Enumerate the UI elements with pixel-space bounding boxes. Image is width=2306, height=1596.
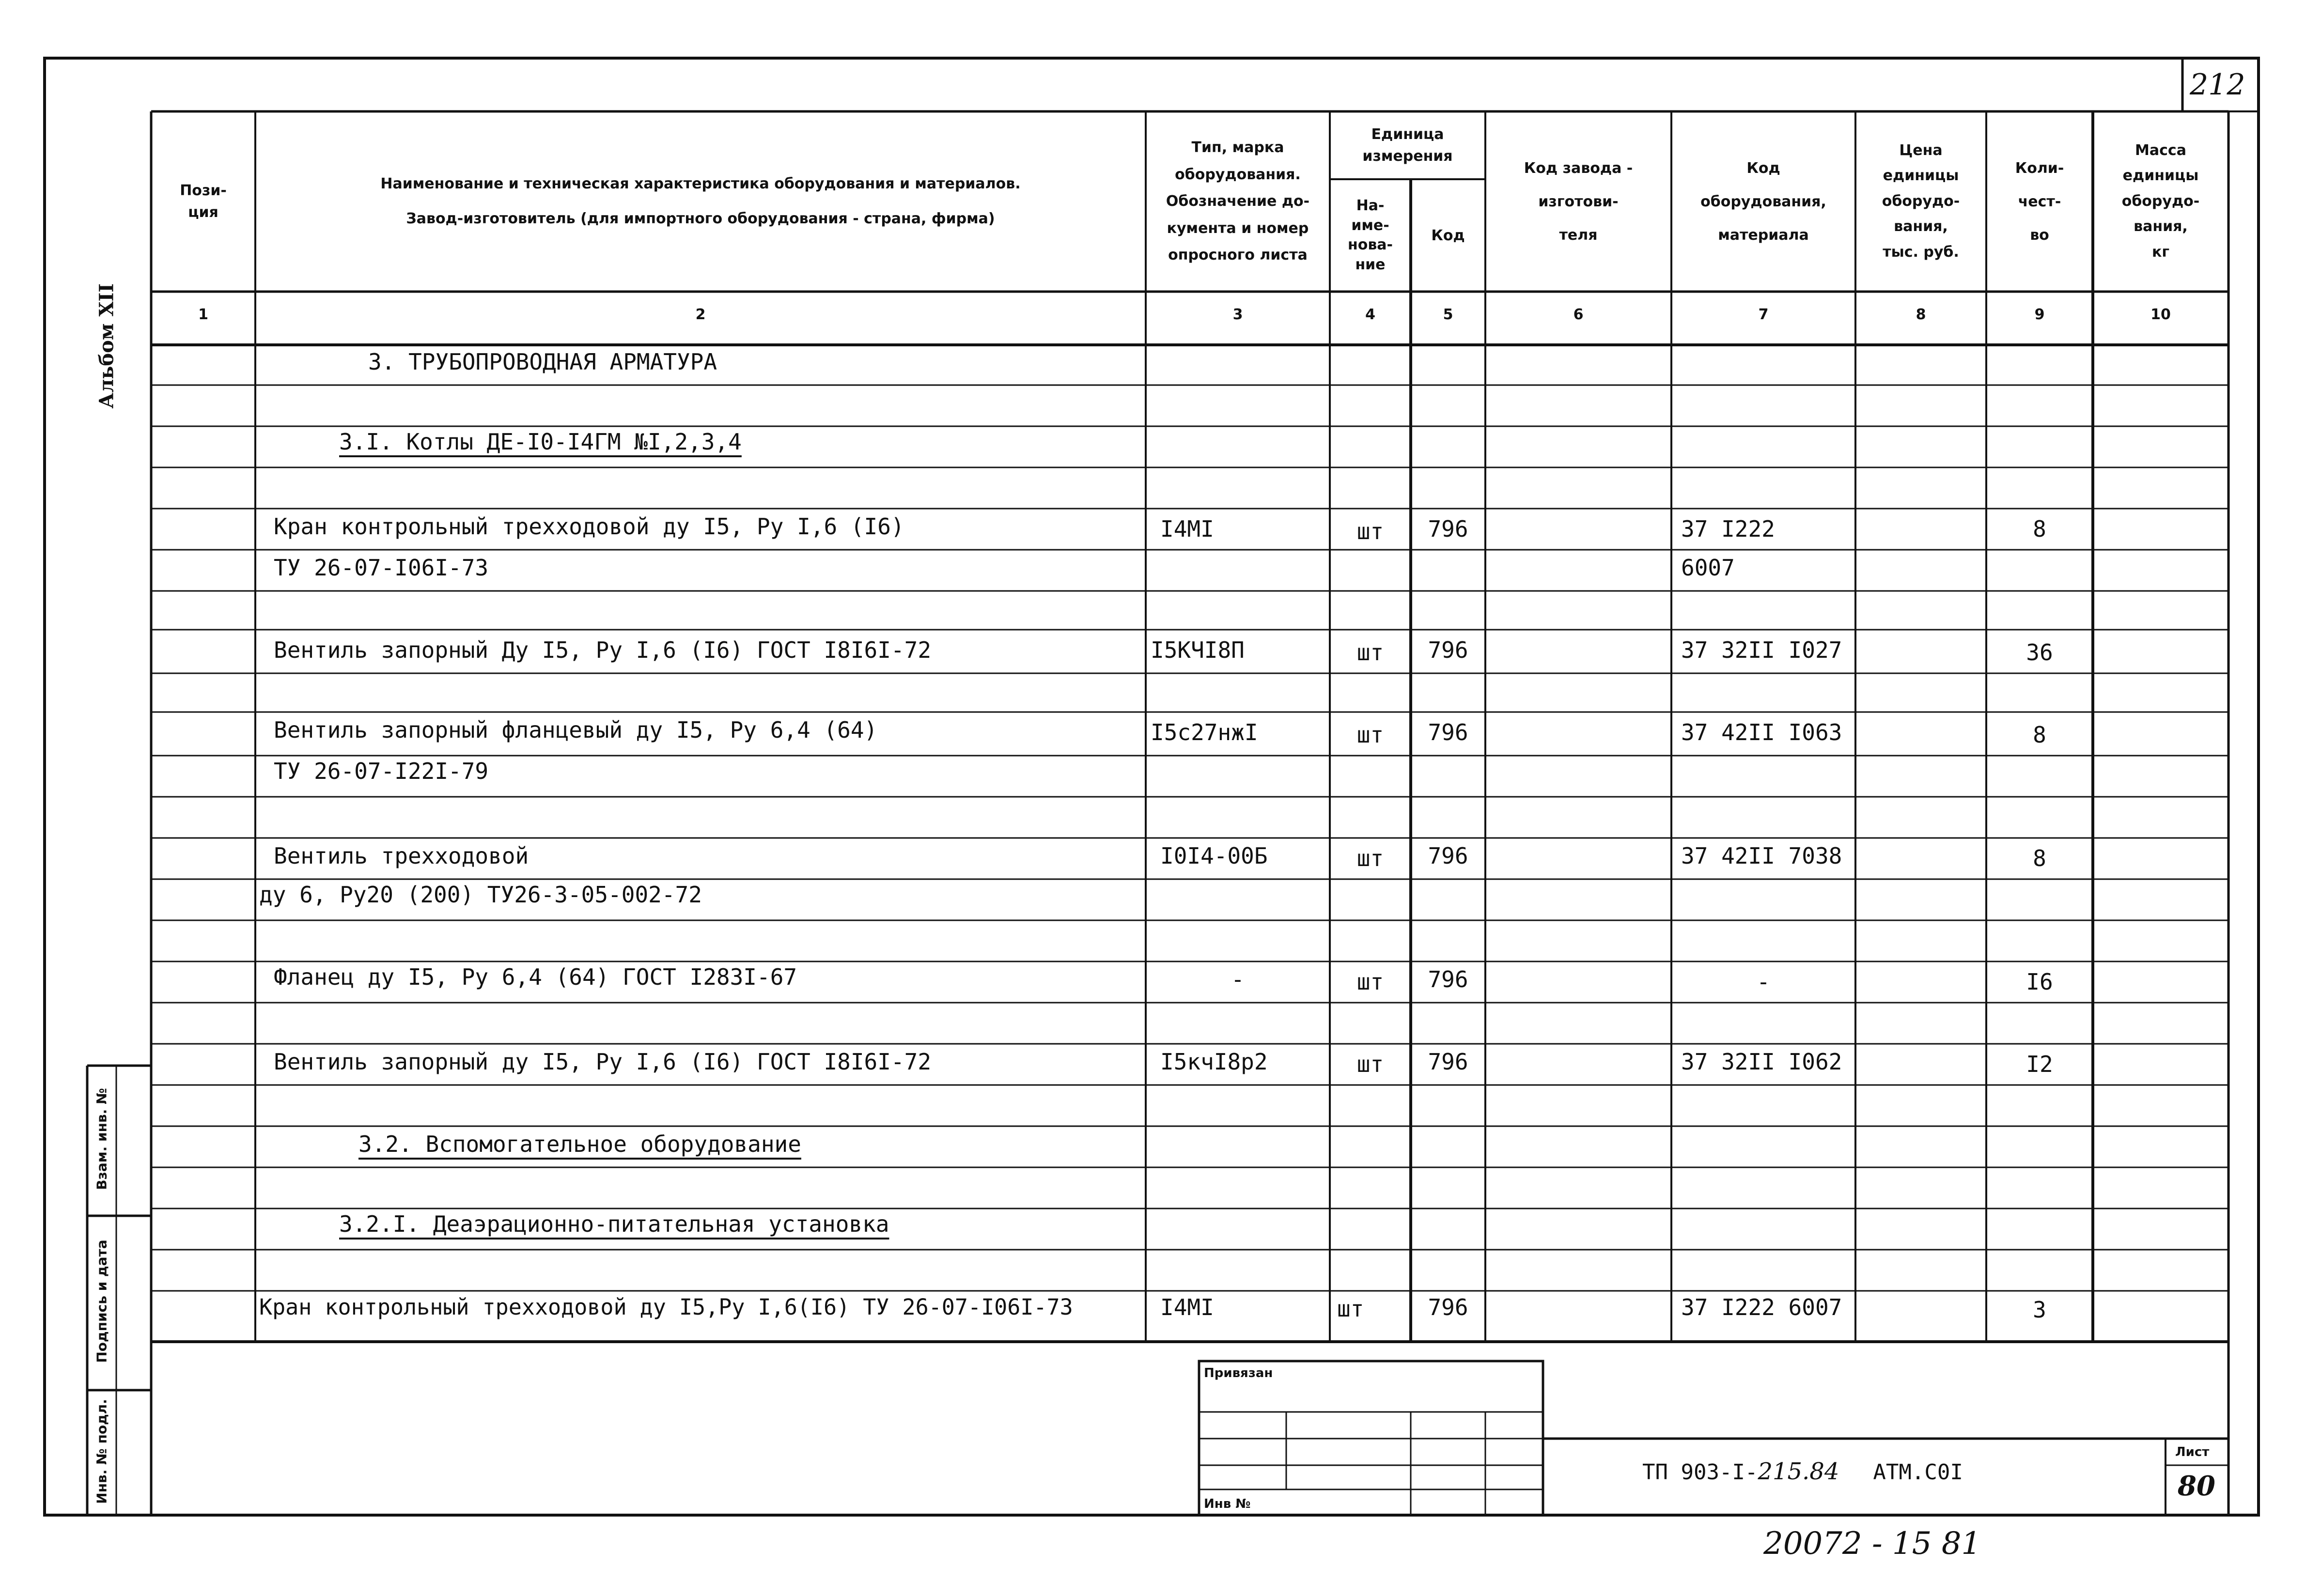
header-mass: Масса единицы оборудо- вания, кг: [2121, 141, 2200, 261]
table-row-type: I0I4-00Б: [1160, 843, 1268, 869]
table-row-name: Вентиль трехходовой: [274, 843, 529, 869]
side-label-vzam: Взам. инв. №: [93, 1088, 110, 1190]
header-equipment-code: Код оборудования, материала: [1700, 159, 1826, 244]
column-number: 10: [2150, 306, 2171, 323]
sheet-number: 80: [2178, 1470, 2215, 1502]
table-row-code: 796: [1428, 843, 1468, 869]
section-title: 3. ТРУБОПРОВОДНАЯ АРМАТУРА: [368, 349, 717, 375]
table-row-name: Кран контрольный трехходовой ду I5, Ру I,6 (I6): [274, 513, 904, 540]
document-code-suffix: АТМ.С0I: [1873, 1460, 1963, 1485]
header-price: Цена единицы оборудо- вания, тыс. руб.: [1882, 141, 1960, 261]
document-code-prefix: ТП 903-I-: [1642, 1460, 1758, 1485]
sheet-label: Лист: [2175, 1445, 2210, 1459]
stamp-inv: Инв №: [1204, 1497, 1251, 1511]
table-row-type: I5с27нжI: [1151, 719, 1258, 745]
column-number: 2: [695, 306, 706, 323]
table-row-equip-code: 6007: [1681, 555, 1735, 581]
table-row-name: Вентиль запорный ду I5, Ру I,6 (I6) ГОСТ I8I6I-72: [274, 1049, 932, 1075]
table-row-unit: шт: [1337, 1296, 1364, 1322]
table-row-unit: шт: [1356, 722, 1384, 748]
album-label: Альбом XII: [95, 283, 118, 409]
table-row-type: -: [1231, 966, 1245, 992]
document-code: [1642, 1458, 1963, 1485]
table-row-qty: 3: [2033, 1297, 2046, 1323]
page-number: 212: [2190, 68, 2245, 102]
table-row-unit: шт: [1356, 969, 1384, 995]
section-subtitle: 3.2.I. Деаэрационно-питательная установка: [339, 1211, 889, 1237]
table-row-code: 796: [1428, 516, 1468, 542]
table-row-code: 796: [1428, 637, 1468, 663]
stamp-linked: Привязан: [1204, 1366, 1273, 1380]
table-row-code: 796: [1428, 719, 1468, 745]
column-number: 3: [1232, 306, 1243, 323]
table-row-unit: шт: [1356, 639, 1384, 666]
table-row-type: I4MI: [1160, 1294, 1214, 1320]
table-row-name: Фланец ду I5, Ру 6,4 (64) ГОСТ I283I-67: [274, 964, 797, 990]
table-row-qty: 8: [2033, 722, 2046, 748]
table-row-type: I4MI: [1160, 516, 1214, 542]
header-quantity: Коли- чест- во: [2015, 159, 2064, 244]
table-row-equip-code: 37 I222 6007: [1681, 1294, 1842, 1320]
table-row-code: 796: [1428, 1294, 1468, 1320]
table-row-equip-code: 37 32II I027: [1681, 637, 1842, 663]
header-unit: Единица измерения: [1362, 126, 1453, 165]
table-row-qty: I6: [2026, 969, 2053, 995]
table-row-name: Кран контрольный трехходовой ду I5,Ру I,6(I6) ТУ 26-07-I06I-73: [259, 1294, 1073, 1320]
table-row-code: 796: [1428, 1049, 1468, 1075]
table-row-qty: 36: [2026, 639, 2053, 666]
header-unit-code: Код: [1431, 227, 1465, 244]
header-factory-code: Код завода - изготови- теля: [1524, 159, 1633, 244]
table-row-name: ТУ 26-07-I06I-73: [274, 555, 489, 581]
table-row-equip-code: 37 42II I063: [1681, 719, 1842, 745]
table-row-qty: 8: [2033, 845, 2046, 871]
column-number: 4: [1365, 306, 1375, 323]
column-number: 8: [1916, 306, 1926, 323]
table-row-qty: I2: [2026, 1051, 2053, 1077]
table-row-name: Вентиль запорный фланцевый ду I5, Ру 6,4 (64): [274, 717, 878, 743]
side-label-podpis: Подпись и дата: [93, 1240, 110, 1363]
column-number: 1: [198, 306, 208, 323]
table-row-code: 796: [1428, 966, 1468, 992]
table-row-qty: 8: [2033, 516, 2046, 542]
table-row-unit: шт: [1356, 1051, 1384, 1077]
table-row-unit: шт: [1356, 518, 1384, 544]
header-type: Тип, марка оборудования. Обозначение до- кумента и номер опросного листа: [1166, 139, 1310, 264]
document-code-handwritten: 215.84: [1758, 1458, 1839, 1485]
side-label-inv-podl: Инв. № подл.: [93, 1399, 110, 1504]
header-position: Пози- ция: [180, 182, 227, 221]
table-row-name: ду 6, Ру20 (200) ТУ26-3-05-002-72: [259, 882, 702, 908]
table-row-equip-code: 37 I222: [1681, 516, 1775, 542]
table-row-equip-code: -: [1757, 969, 1770, 995]
table-row-equip-code: 37 42II 7038: [1681, 843, 1842, 869]
header-name: Наименование и техническая характеристика оборудования и материалов. Завод-изготовитель (для импортного оборудования - страна, фирма): [380, 175, 1021, 227]
bottom-note: 20072 - 15 81: [1763, 1526, 1981, 1562]
table-row-unit: шт: [1356, 845, 1384, 871]
section-subtitle: 3.2. Вспомогательное оборудование: [358, 1131, 801, 1157]
section-subtitle: 3.I. Котлы ДЕ-I0-I4ГМ №I,2,3,4: [339, 429, 742, 455]
column-number: 7: [1758, 306, 1769, 323]
column-number: 6: [1573, 306, 1584, 323]
header-unit-name: На- име- нова- ние: [1347, 197, 1393, 273]
column-number: 9: [2034, 306, 2045, 323]
column-number: 5: [1443, 306, 1453, 323]
table-row-name: Вентиль запорный Ду I5, Ру I,6 (I6) ГОСТ I8I6I-72: [274, 637, 932, 663]
table-row-type: I5КЧI8П: [1151, 637, 1245, 663]
table-row-type: I5кчI8р2: [1160, 1049, 1268, 1075]
table-row-name: ТУ 26-07-I22I-79: [274, 758, 489, 784]
table-row-equip-code: 37 32II I062: [1681, 1049, 1842, 1075]
